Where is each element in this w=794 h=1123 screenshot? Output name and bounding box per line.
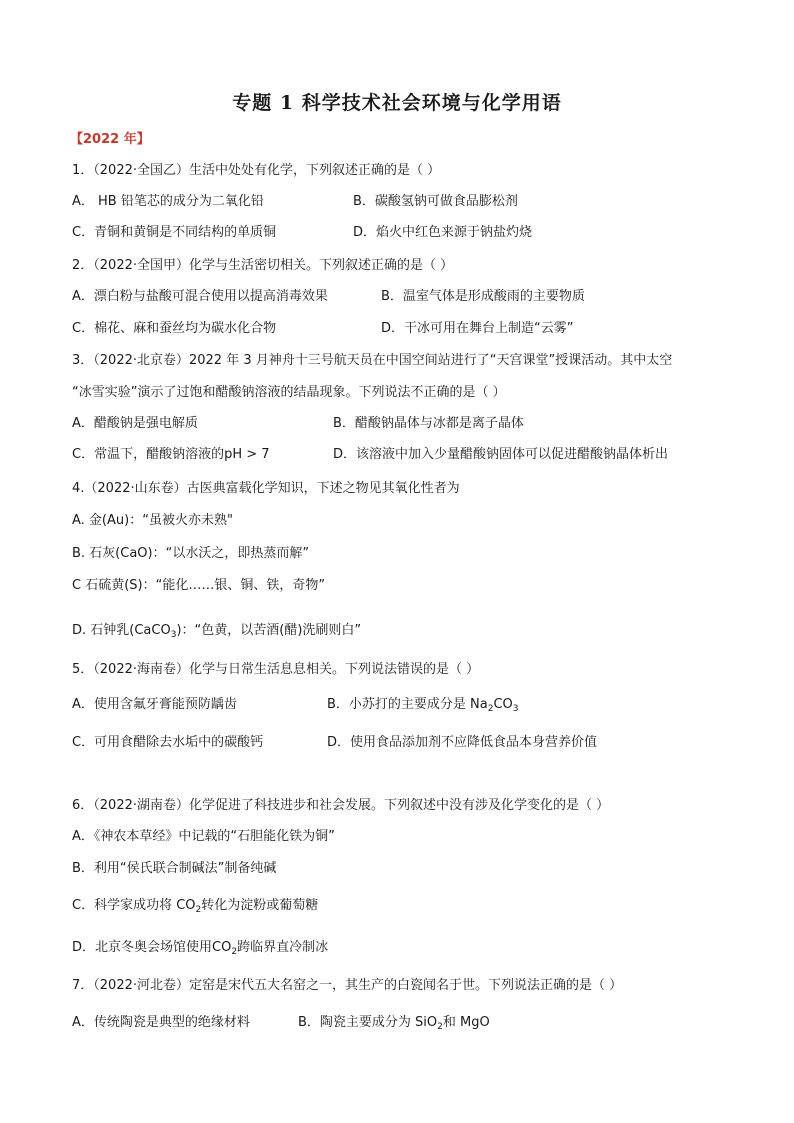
option-d-prefix: D．北京冬奥会场馆使用CO xyxy=(72,940,232,955)
subscript: 2 xyxy=(487,704,494,714)
formula-caco3: CaCO xyxy=(134,623,171,638)
question-2-option-d: D．干冰可用在舞台上制造“云雾” xyxy=(381,321,574,336)
question-3-option-b: B．醋酸钠晶体与冰都是离子晶体 xyxy=(333,416,524,431)
question-5-option-b xyxy=(327,696,519,714)
question-4-option-b: B. 石灰(CaO)：“以水沃之，即热蒸而解” xyxy=(72,546,310,561)
subscript: 3 xyxy=(512,704,519,714)
question-1-option-b: B．碳酸氢钠可做食品膨松剂 xyxy=(353,194,518,209)
question-6-option-d xyxy=(72,939,328,957)
question-7-option-a: A．传统陶瓷是典型的绝缘材料 xyxy=(72,1015,250,1030)
question-1-option-d: D．焰火中红色来源于钠盐灼烧 xyxy=(353,225,533,240)
question-7-option-b xyxy=(298,1014,490,1032)
option-b-prefix: B．陶瓷主要成分为 SiO xyxy=(298,1015,438,1030)
question-4-option-c: C 石硫黄(S)：“能化……银、铜、铁，奇物” xyxy=(72,578,326,593)
subscript: 2 xyxy=(437,1022,443,1032)
question-3-option-c: C．常温下，醋酸钠溶液的pH > 7 xyxy=(72,447,270,462)
page-title: 专题 1 科学技术社会环境与化学用语 xyxy=(232,92,562,114)
formula-part: CO xyxy=(493,697,513,712)
option-d-suffix: 跨临界直冷制冰 xyxy=(237,940,329,955)
question-5-stem: 5．（2022·海南卷）化学与日常生活息息相关。下列说法错误的是（ ） xyxy=(72,662,480,677)
section-heading: 【2022 年】 xyxy=(70,132,150,147)
option-c-prefix: C．科学家成功将 CO xyxy=(72,898,196,913)
question-5-option-d: D．使用食品添加剂不应降低食品本身营养价值 xyxy=(327,735,598,750)
question-4-option-d xyxy=(72,622,361,640)
question-6-option-b: B．利用“侯氏联合制碱法”制备纯碱 xyxy=(72,861,277,876)
question-2-option-a: A．漂白粉与盐酸可混合使用以提高消毒效果 xyxy=(72,289,328,304)
question-7-stem: 7．（2022·河北卷）定窑是宋代五大名窑之一，其生产的白瓷闻名于世。下列说法正确的是（ ） xyxy=(72,978,623,993)
question-6-option-a: A．《神农本草经》中记载的“石胆能化铁为铜” xyxy=(72,829,335,844)
question-4-option-a: A. 金(Au)：“虽被火亦未熟" xyxy=(72,513,233,528)
option-b-prefix: B．小苏打的主要成分是 Na xyxy=(327,697,488,712)
question-6-option-c xyxy=(72,897,318,915)
question-5-option-a: A．使用含氟牙膏能预防龋齿 xyxy=(72,697,237,712)
question-1-option-c: C．青铜和黄铜是不同结构的单质铜 xyxy=(72,225,277,240)
question-2-option-b: B．温室气体是形成酸雨的主要物质 xyxy=(381,289,585,304)
subscript: 2 xyxy=(231,947,238,957)
question-1-option-a: A． HB 铅笔芯的成分为二氧化铅 xyxy=(72,194,264,209)
question-1-stem: 1．（2022·全国乙）生活中处处有化学，下列叙述正确的是（ ） xyxy=(72,163,441,178)
question-3-stem-line1: 3．（2022·北京卷）2022 年 3 月神舟十三号航天员在中国空间站进行了“天宫课堂”授课活动。其中太空 xyxy=(72,353,673,368)
question-4-stem: 4.（2022·山东卷）古医典富载化学知识，下述之物见其氧化性者为 xyxy=(72,481,460,496)
question-5-option-c: C．可用食醋除去水垢中的碳酸钙 xyxy=(72,735,264,750)
question-3-stem-line2: “冰雪实验”演示了过饱和醋酸钠溶液的结晶现象。下列说法不正确的是（ ） xyxy=(72,385,506,400)
subscript: 2 xyxy=(195,905,202,915)
question-3-option-a: A．醋酸钠是强电解质 xyxy=(72,416,198,431)
option-b-suffix: 和 MgO xyxy=(442,1015,490,1030)
question-2-stem: 2．（2022·全国甲）化学与生活密切相关。下列叙述正确的是（ ） xyxy=(72,258,454,273)
question-2-option-c: C．棉花、麻和蚕丝均为碳水化合物 xyxy=(72,321,277,336)
option-c-suffix: 转化为淀粉或葡萄糖 xyxy=(201,898,319,913)
option-d-prefix: D. 石钟乳( xyxy=(72,623,135,638)
subscript: 3 xyxy=(170,630,177,640)
question-3-option-d: D．该溶液中加入少量醋酸钠固体可以促进醋酸钠晶体析出 xyxy=(333,447,669,462)
question-6-stem: 6．（2022·湖南卷）化学促进了科技进步和社会发展。下列叙述中没有涉及化学变化的是（ ） xyxy=(72,798,610,813)
option-d-suffix: )：“色黄，以苦酒(醋)洗刷则白” xyxy=(176,623,362,638)
